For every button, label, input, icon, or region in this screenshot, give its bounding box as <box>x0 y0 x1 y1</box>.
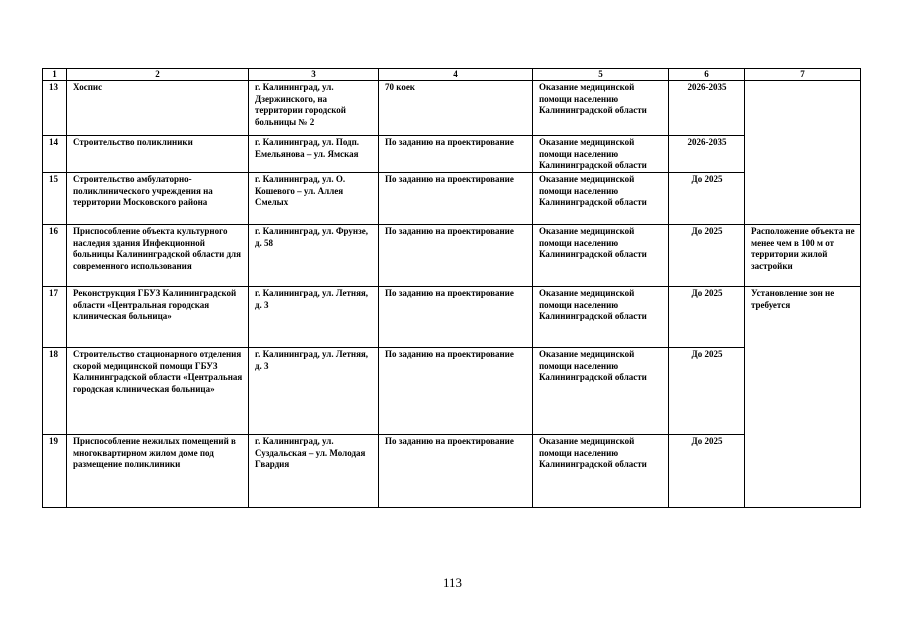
object-capacity: 70 коек <box>379 81 533 136</box>
page-number: 113 <box>442 575 463 590</box>
column-header: 6 <box>669 69 745 81</box>
row-number: 15 <box>43 173 67 225</box>
object-purpose: Оказание медицинской помощи населению Калининградской области <box>533 287 669 348</box>
table-row <box>43 225 861 287</box>
table-row <box>43 287 861 348</box>
object-period: 2026-2035 <box>669 136 745 173</box>
object-location: г. Калининград, ул. Летняя, д. 3 <box>249 348 379 435</box>
object-location: г. Калининград, ул. Фрунзе, д. 58 <box>249 225 379 287</box>
column-header: 7 <box>745 69 861 81</box>
table-row <box>43 435 861 508</box>
object-period: 2026-2035 <box>669 81 745 136</box>
object-purpose: Оказание медицинской помощи населению Калининградской области <box>533 173 669 225</box>
object-purpose: Оказание медицинской помощи населению Калининградской области <box>533 81 669 136</box>
object-capacity: По заданию на проектирование <box>379 225 533 287</box>
object-capacity: По заданию на проектирование <box>379 435 533 508</box>
object-period: До 2025 <box>669 287 745 348</box>
object-purpose: Оказание медицинской помощи населению Калининградской области <box>533 348 669 435</box>
row-number: 18 <box>43 348 67 435</box>
row-number: 19 <box>43 435 67 508</box>
header-row <box>43 69 861 81</box>
object-period: До 2025 <box>669 225 745 287</box>
row-number: 17 <box>43 287 67 348</box>
column-header: 3 <box>249 69 379 81</box>
object-note: Установление зон не требуется <box>745 287 861 508</box>
column-header: 2 <box>67 69 249 81</box>
object-location: г. Калининград, ул. О. Кошевого – ул. Аллея Смелых <box>249 173 379 225</box>
object-name: Строительство стационарного отделения скорой медицинской помощи ГБУЗ Калининградской области «Центральная городская клиническая больница» <box>67 348 249 435</box>
object-capacity: По заданию на проектирование <box>379 136 533 173</box>
object-location: г. Калининград, ул. Летняя, д. 3 <box>249 287 379 348</box>
row-number: 13 <box>43 81 67 136</box>
object-location: г. Калининград, ул. Суздальская – ул. Молодая Гвардия <box>249 435 379 508</box>
table-row <box>43 81 861 136</box>
object-purpose: Оказание медицинской помощи населению Калининградской области <box>533 225 669 287</box>
table-row <box>43 136 861 173</box>
object-capacity: По заданию на проектирование <box>379 173 533 225</box>
object-location: г. Калининград, ул. Подп. Емельянова – ул. Ямская <box>249 136 379 173</box>
object-purpose: Оказание медицинской помощи населению Калининградской области <box>533 435 669 508</box>
row-number: 16 <box>43 225 67 287</box>
object-name: Хоспис <box>67 81 249 136</box>
object-period: До 2025 <box>669 173 745 225</box>
object-period: До 2025 <box>669 348 745 435</box>
object-note <box>745 81 861 225</box>
column-header: 1 <box>43 69 67 81</box>
object-name: Приспособление объекта культурного наследия здания Инфекционной больницы Калининградской области для современного использования <box>67 225 249 287</box>
table-row <box>43 173 861 225</box>
row-number: 14 <box>43 136 67 173</box>
object-location: г. Калининград, ул. Дзержинского, на территории городской больницы № 2 <box>249 81 379 136</box>
object-capacity: По заданию на проектирование <box>379 348 533 435</box>
object-name: Реконструкция ГБУЗ Калининградской области «Центральная городская клиническая больница» <box>67 287 249 348</box>
infrastructure-table <box>42 68 861 508</box>
column-header: 4 <box>379 69 533 81</box>
object-period: До 2025 <box>669 435 745 508</box>
object-purpose: Оказание медицинской помощи населению Калининградской области <box>533 136 669 173</box>
object-name: Строительство амбулаторно-поликлинического учреждения на территории Московского района <box>67 173 249 225</box>
object-capacity: По заданию на проектирование <box>379 287 533 348</box>
object-note: Расположение объекта не менее чем в 100 м от территории жилой застройки <box>745 225 861 287</box>
column-header: 5 <box>533 69 669 81</box>
object-name: Приспособление нежилых помещений в многоквартирном жилом доме под размещение поликлиники <box>67 435 249 508</box>
table-row <box>43 348 861 435</box>
object-name: Строительство поликлиники <box>67 136 249 173</box>
